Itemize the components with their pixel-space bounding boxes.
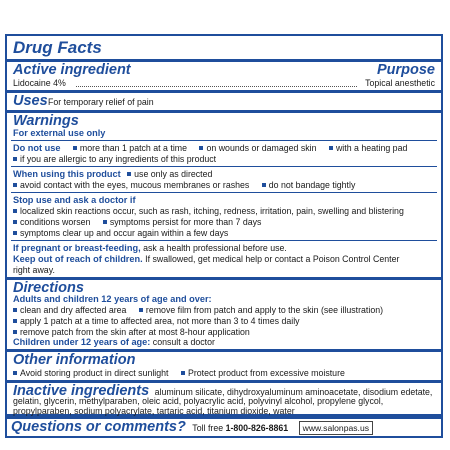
external-use-text: For external use only (13, 128, 106, 138)
when-using-line-1 (13, 170, 212, 179)
questions-heading: Questions or comments? (11, 419, 186, 435)
inactive-heading: Inactive ingredients (13, 383, 150, 399)
bullet-icon (13, 319, 17, 323)
do-not-use-item: on wounds or damaged skin (206, 143, 317, 153)
bullet-icon (73, 146, 77, 150)
pregnant-label: If pregnant or breast-feeding, (13, 243, 141, 253)
bullet-icon (13, 330, 17, 334)
do-not-use-line-2 (13, 155, 216, 164)
divider (7, 90, 441, 93)
inactive-line-3: propylparaben, sodium polyacrylate, tartaric acid, titanium dioxide, water (13, 406, 295, 416)
stop-use-line-1 (13, 207, 404, 216)
bullet-icon (262, 183, 266, 187)
divider (11, 240, 437, 241)
other-info-item: Protect product from excessive moisture (187, 368, 345, 378)
directions-line-1 (13, 306, 383, 315)
when-using-item: use only as directed (134, 169, 213, 179)
stop-use-label: Stop use and ask a doctor if (13, 195, 136, 205)
keep-out-text: If swallowed, get medical help or contact a Poison Control Center (145, 254, 400, 264)
website-link[interactable]: www.salonpas.us (299, 421, 373, 435)
uses-heading: Uses (13, 93, 48, 109)
do-not-use-label: Do not use (13, 143, 61, 153)
stop-use-item: symptoms persist for more than 7 days (109, 217, 262, 227)
keep-out-text-2: right away. (13, 265, 55, 275)
bullet-icon (13, 371, 17, 375)
toll-free-label: Toll free (192, 423, 224, 433)
pregnant-line (13, 244, 287, 253)
other-info-heading: Other information (13, 352, 136, 368)
direction-item: clean and dry affected area (20, 305, 127, 315)
inactive-text: aluminum silicate, dihydroxyaluminum aminoacetate, disodium edetate, (154, 387, 433, 397)
stop-use-item: localized skin reactions occur, such as rash, itching, redness, irritation, pain, swelling and blistering (20, 206, 404, 216)
direction-item: apply 1 patch at a time to affected area, not more than 3 to 4 times daily (20, 316, 300, 326)
purpose-heading: Purpose (376, 62, 435, 78)
when-using-item: avoid contact with the eyes, mucous membranes or rashes (20, 180, 250, 190)
divider (11, 140, 437, 141)
active-ingredient-value: Lidocaine 4% (13, 78, 66, 88)
do-not-use-item: with a heating pad (335, 143, 408, 153)
stop-use-item: conditions worsen (20, 217, 91, 227)
stop-use-line-3 (13, 229, 228, 238)
bullet-icon (13, 308, 17, 312)
panel-border (5, 404, 7, 436)
under-12-text: consult a doctor (152, 337, 215, 347)
divider (11, 192, 437, 193)
directions-line-3 (13, 328, 250, 337)
bullet-icon (139, 308, 143, 312)
uses-text: For temporary relief of pain (48, 97, 154, 107)
inactive-line-2: gelatin, glycerin, methylparaben, oleic acid, polyacrylic acid, polyvinyl alcohol, propylene glycol, (13, 396, 384, 406)
questions-line (11, 420, 373, 435)
drug-facts-title: Drug Facts (13, 38, 102, 57)
active-ingredient-heading: Active ingredient (13, 62, 131, 78)
direction-item: remove patch from the skin after at most 8-hour application (20, 327, 250, 337)
do-not-use-item: if you are allergic to any ingredients of this product (20, 154, 217, 164)
when-using-line-2 (13, 181, 355, 190)
divider (11, 166, 437, 167)
bullet-icon (329, 146, 333, 150)
do-not-use-item: more than 1 patch at a time (79, 143, 188, 153)
directions-line-2 (13, 317, 300, 326)
phone-number[interactable]: 1-800-826-8861 (225, 423, 289, 433)
bullet-icon (13, 231, 17, 235)
panel-border (5, 436, 443, 438)
bullet-icon (199, 146, 203, 150)
under-12-label: Children under 12 years of age: (13, 337, 151, 347)
directions-heading: Directions (13, 280, 84, 296)
drug-facts-panel (5, 34, 443, 416)
bullet-icon (13, 220, 17, 224)
when-using-label: When using this product (13, 169, 121, 179)
stop-use-item: symptoms clear up and occur again within a few days (20, 228, 229, 238)
keep-out-label: Keep out of reach of children. (13, 254, 143, 264)
bullet-icon (127, 172, 131, 176)
direction-item: remove film from patch and apply to the skin (see illustration) (145, 305, 384, 315)
panel-border (441, 404, 443, 436)
other-info-line (13, 369, 345, 378)
bullet-icon (103, 220, 107, 224)
do-not-use-line-1 (13, 144, 407, 153)
bullet-icon (13, 183, 17, 187)
bullet-icon (181, 371, 185, 375)
warnings-heading: Warnings (13, 113, 79, 129)
stop-use-line-2 (13, 218, 261, 227)
adults-label: Adults and children 12 years of age and over: (13, 294, 212, 304)
keep-out-line (13, 255, 399, 264)
under-12-line (13, 338, 215, 347)
bullet-icon (13, 209, 17, 213)
when-using-item: do not bandage tightly (268, 180, 356, 190)
other-info-item: Avoid storing product in direct sunlight (20, 368, 169, 378)
bullet-icon (13, 157, 17, 161)
dot-leader (76, 86, 357, 87)
purpose-value: Topical anesthetic (365, 78, 435, 88)
pregnant-text: ask a health professional before use. (143, 243, 287, 253)
